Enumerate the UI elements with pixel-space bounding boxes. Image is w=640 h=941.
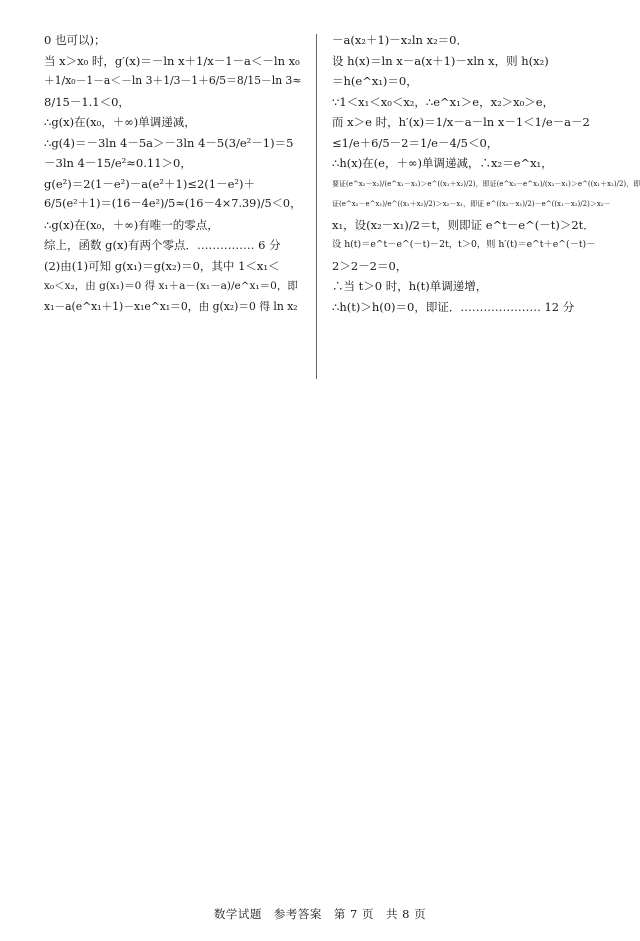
left-line: －3ln 4－15/e²≈0.11＞0，: [44, 156, 192, 170]
right-line: ∴h(t)＞h(0)＝0，即证．………………… 12 分: [332, 299, 575, 314]
left-line: (2)由(1)可知 g(x₁)＝g(x₂)＝0，其中 1＜x₁＜: [44, 258, 280, 273]
left-line: 8/15－1.1＜0，: [44, 94, 130, 109]
right-line: ≤1/e＋6/5－2＝1/e－4/5＜0，: [332, 135, 499, 150]
right-line: ＝h(e^x₁)＝0，: [332, 74, 418, 88]
right-line: ∴当 t＞0 时，h(t)单调递增，: [332, 279, 488, 293]
left-line: g(e²)＝2(1－e²)－a(e²＋1)≤2(1－e²)＋: [44, 176, 255, 191]
left-column: [44, 30, 300, 317]
page-footer: 数学试题 参考答案 第 7 页 共 8 页: [213, 907, 427, 921]
right-line: 设 h(t)＝e^t－e^(－t)－2t，t＞0，则 h′(t)＝e^t＋e^(－t)－: [332, 239, 596, 250]
left-line: ∴g(x)在(x₀，＋∞)有唯一的零点，: [44, 217, 219, 232]
left-line: 当 x＞x₀ 时，g′(x)＝－ln x＋1/x－1－a＜－ln x₀: [44, 53, 300, 68]
column-divider: [316, 34, 317, 379]
right-line: ∵1＜x₁＜x₀＜x₂，∴e^x₁＞e，x₂＞x₀＞e，: [332, 94, 555, 109]
left-line: ∴g(4)＝－3ln 4－5a＞－3ln 4－5(3/e²－1)＝5: [44, 135, 294, 150]
right-line: 而 x＞e 时，h′(x)＝1/x－a－ln x－1＜1/e－a－2: [332, 115, 590, 129]
left-line: 综上，函数 g(x)有两个零点．…………… 6 分: [44, 238, 281, 252]
left-line: ＋1/x₀－1－a＜－ln 3＋1/3－1＋6/5＝8/15－ln 3≈: [44, 74, 302, 87]
left-line: 6/5(e²＋1)＝(16－4e²)/5≈(16－4×7.39)/5＜0，: [44, 197, 302, 210]
right-line: －a(x₂＋1)－x₂ln x₂＝0．: [332, 33, 468, 47]
left-line: ∴g(x)在(x₀，＋∞)单调递减，: [44, 115, 196, 129]
right-column: [332, 30, 640, 317]
right-line: x₁，设(x₂－x₁)/2＝t，则即证 e^t－e^(－t)＞2t．: [332, 217, 595, 232]
right-line: 证(e^x₂－e^x₁)/e^((x₁＋x₂)/2)＞x₂－x₁，即证 e^((x₂－x₁)/2)－e^((x₁－x₂)/2)＞x₂－: [332, 200, 611, 208]
right-line: ∴h(x)在(e，＋∞)单调递减，∴x₂＝e^x₁，: [332, 156, 553, 170]
right-line: 要证(e^x₂－x₂)/(e^x₁－x₁)＞e^((x₁＋x₂)/2)，即证(e^x₂－e^x₁)/(x₂－x₁)＞e^((x₁＋x₂)/2)，即: [332, 179, 640, 188]
left-line: x₁－a(e^x₁＋1)－x₁e^x₁＝0，由 g(x₂)＝0 得 ln x₂: [44, 299, 298, 313]
left-line: 0 也可以)；: [44, 33, 106, 47]
right-line: 2＞2－2＝0，: [332, 258, 408, 273]
right-line: 设 h(x)＝ln x－a(x＋1)－xln x，则 h(x₂): [332, 53, 549, 68]
left-line: x₀＜x₂，由 g(x₁)＝0 得 x₁＋a－(x₁－a)/e^x₁＝0，即: [44, 280, 298, 292]
